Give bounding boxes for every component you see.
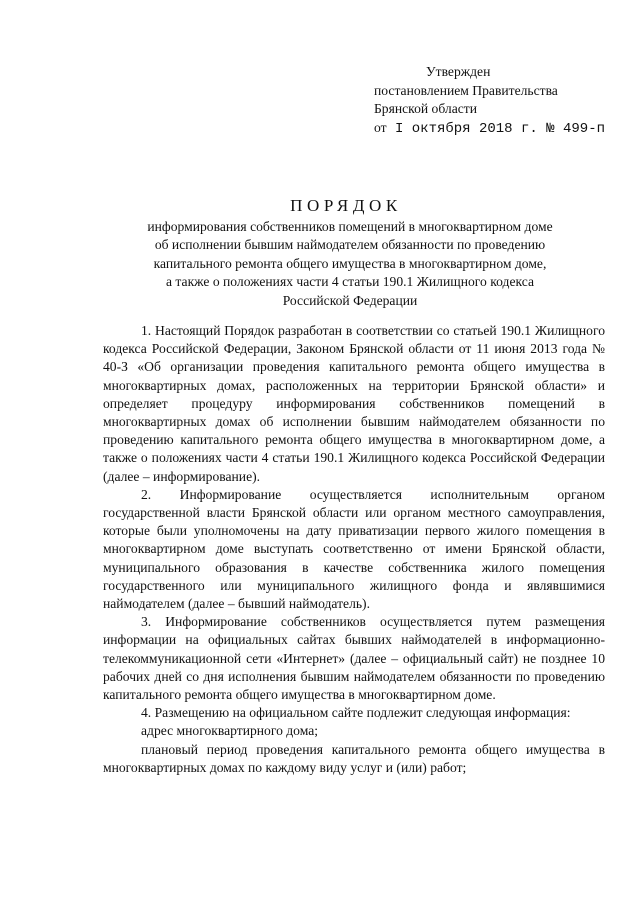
approval-from-label: от — [374, 119, 387, 135]
document-body — [103, 322, 605, 777]
approval-date-number: I октября 2018 г. № 499-п — [394, 120, 606, 137]
paragraph-4: 4. Размещению на официальном сайте подлежит следующая информация: — [141, 705, 571, 721]
subtitle-line: а также о положениях части 4 статьи 190.1 Жилищного кодекса — [166, 274, 534, 290]
subtitle-line: капитального ремонта общего имущества в многоквартирном доме, — [153, 255, 547, 271]
approval-line-date — [374, 119, 624, 139]
list-item-period: плановый период проведения капитального ремонта общего имущества в многоквартирных домах по каждому виду услуг и (или) работ; — [103, 741, 605, 775]
approval-line-approved: Утвержден — [426, 64, 491, 79]
subtitle-line: об исполнении бывшим наймодателем обязанности по проведению — [154, 237, 546, 253]
paragraph-2: 2. Информирование осуществляется исполнительным органом государственной власти Брянской области или органом местного самоуправления, которые были уполномочены на дату приватизации первого жилого помещения в многоквартирном доме выступать соответственно от имени Брянской области, муниципального образования в качестве собственника жилого помещения государственного или муниципального жилищного фонда и являвшимися наймодателем (далее – бывший наймодатель). — [103, 486, 605, 612]
approval-line-decree: постановлением Правительства — [374, 82, 558, 98]
subtitle-line: информирования собственников помещений в многоквартирном доме — [147, 219, 553, 234]
document-subtitle — [120, 218, 580, 310]
subtitle-line: Российской Федерации — [282, 292, 418, 308]
document-title: ПОРЯДОК — [290, 196, 402, 215]
paragraph-3: 3. Информирование собственников осуществляется путем размещения информации на официальных сайтах бывших наймодателей в информационно-телекоммуникационной сети «Интернет» (далее – официальный сайт) не позднее 10 рабочих дней со дня исполнения бывшим наймодателем обязанности по проведению капитального ремонта общего имущества в многоквартирном доме. — [103, 614, 605, 703]
list-item-address: адрес многоквартирного дома; — [141, 723, 319, 739]
approval-line-region: Брянской области — [374, 101, 477, 117]
paragraph-1: 1. Настоящий Порядок разработан в соответствии со статьей 190.1 Жилищного кодекса Российской Федерации, Законом Брянской области от 11 июня 2013 года № 40-З «Об организации проведения капитального ремонта общего имущества в многоквартирных домах, расположенных на территории Брянской области» и определяет процедуру информирования собственников помещений в многоквартирных домах об исполнении бывшим наймодателем обязанности по проведению капитального ремонта общего имущества в многоквартирном доме, а также о положениях части 4 статьи 190.1 Жилищного кодекса Российской Федерации (далее – информирование). — [103, 323, 605, 484]
approval-stamp — [374, 63, 624, 138]
